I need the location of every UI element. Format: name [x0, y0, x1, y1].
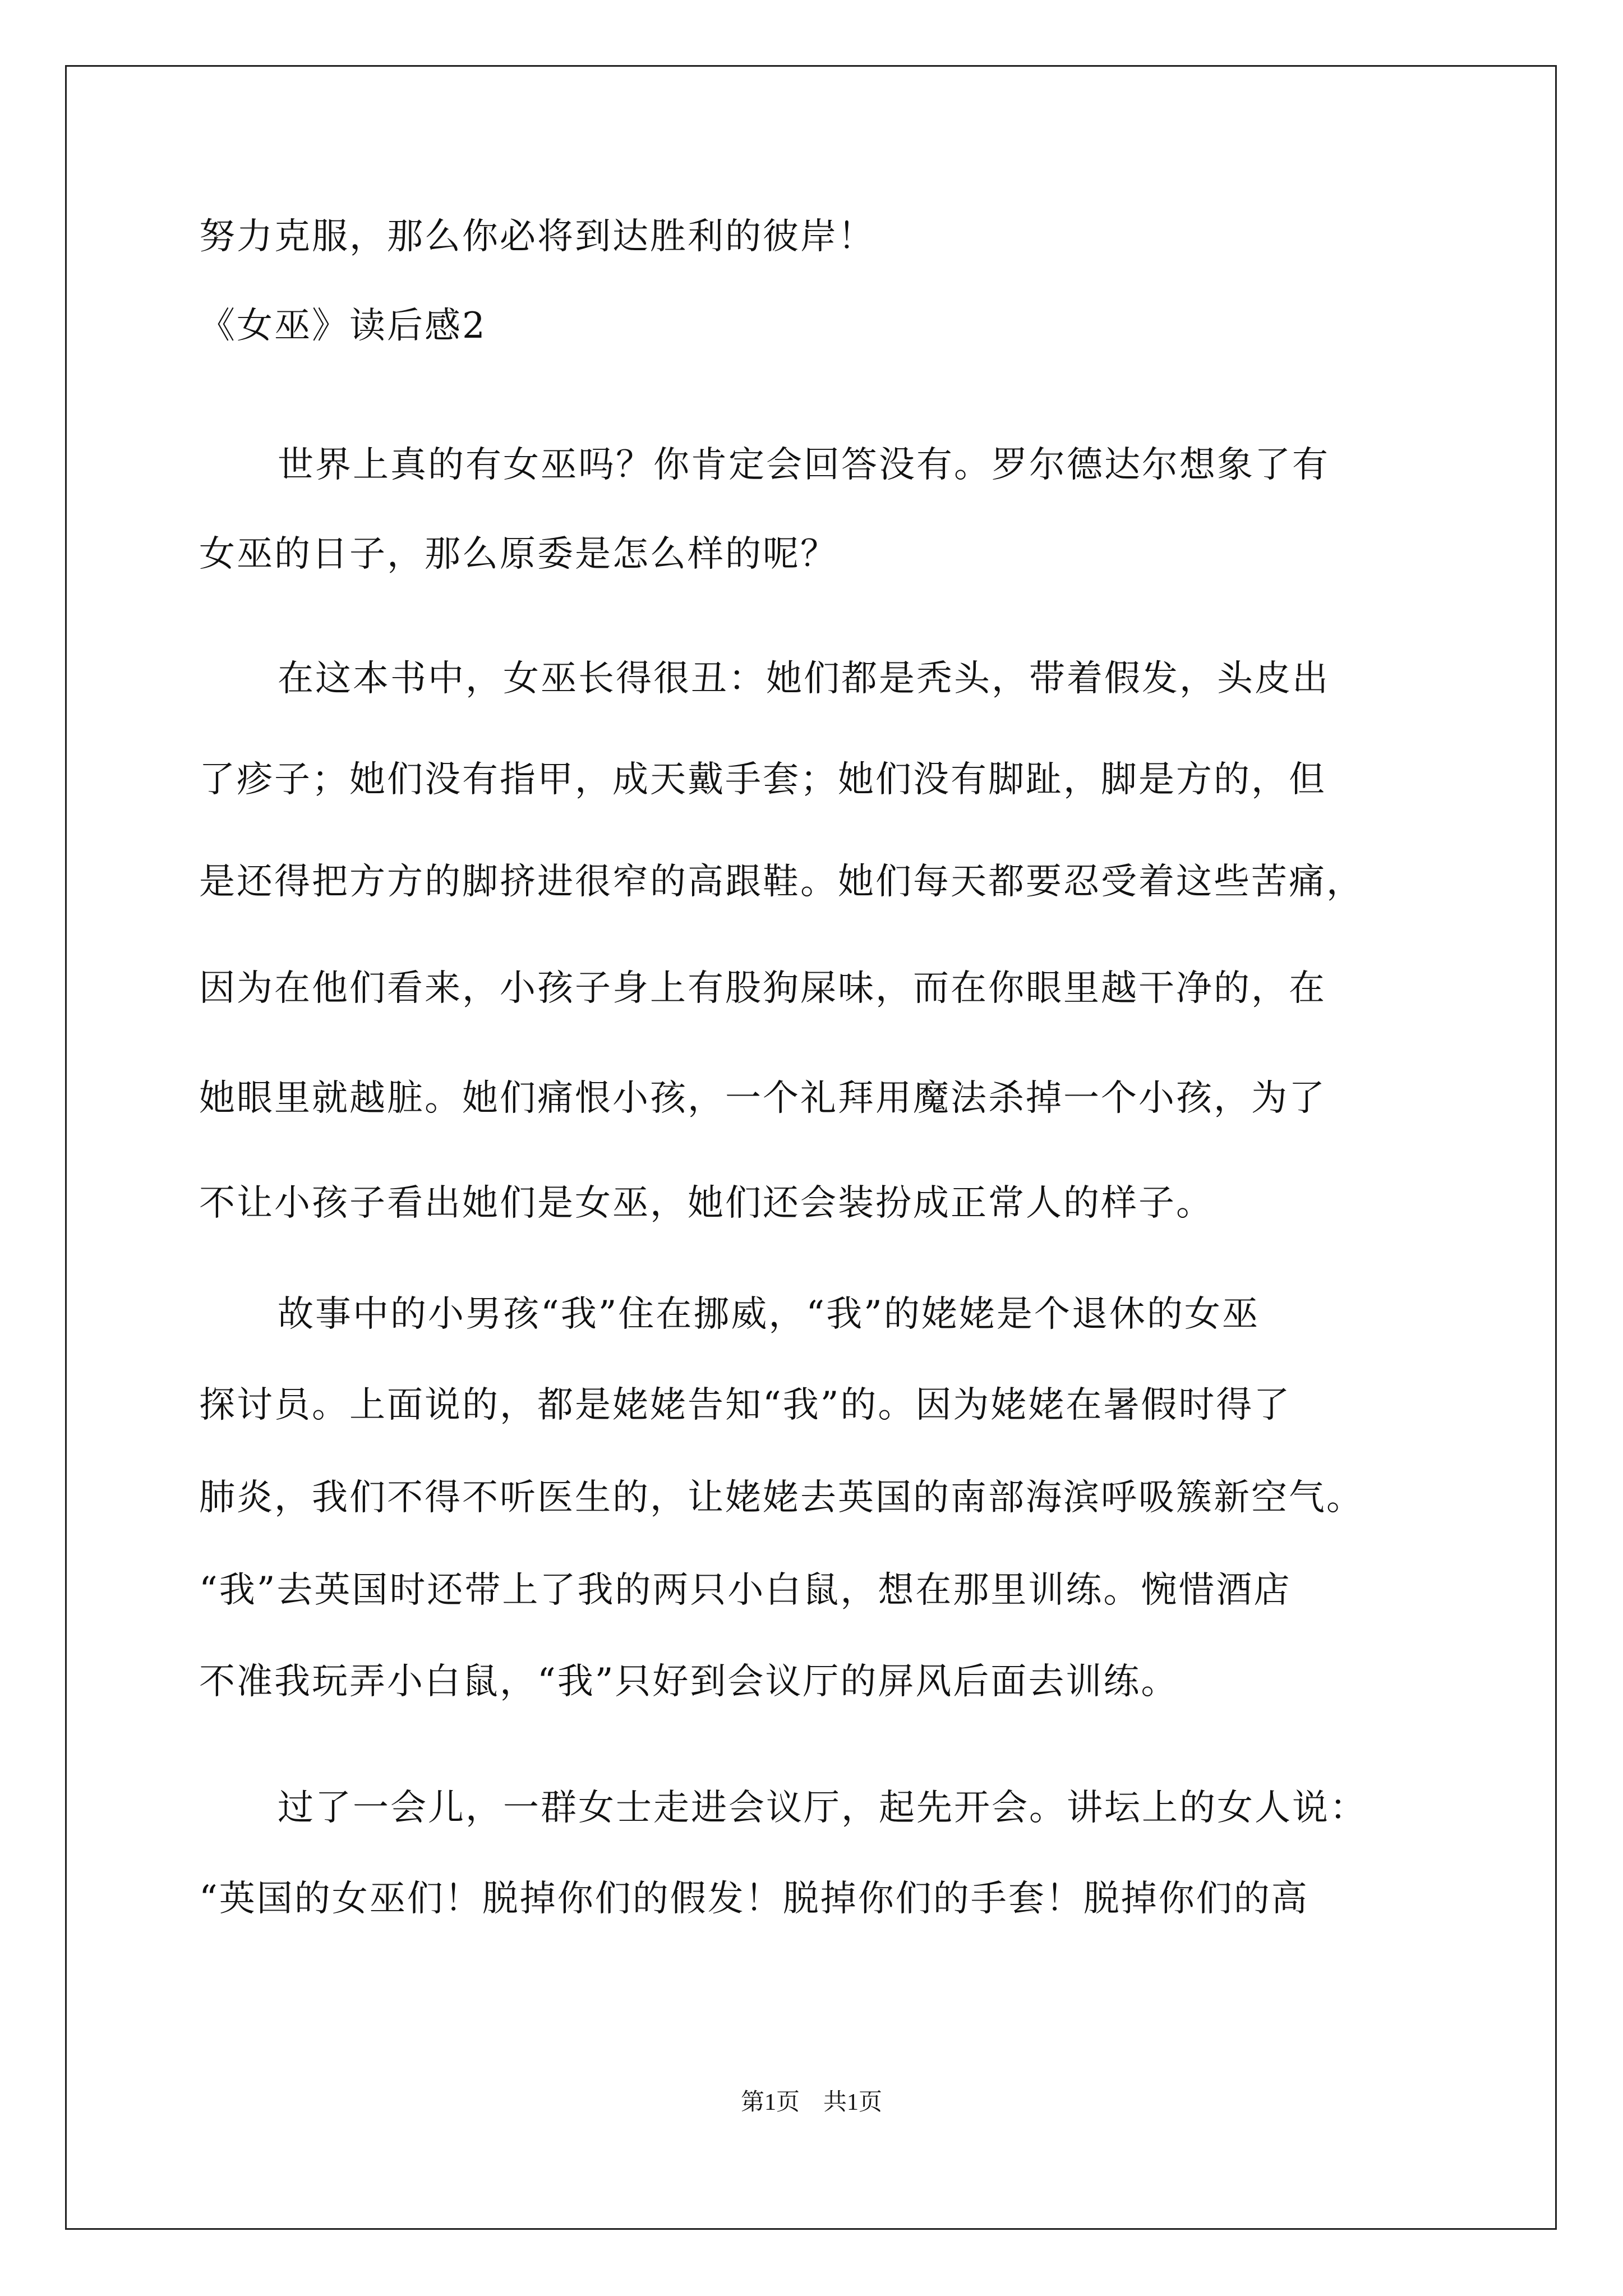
text-line-9: 她眼里就越脏。她们痛恨小孩，一个礼拜用魔法杀掉一个小孩，为了 [199, 1078, 1326, 1119]
text-line-16: 过了一会儿，一群女士走进会议厅，起先开会。讲坛上的女人说： [278, 1787, 1367, 1829]
text-line-5: 在这本书中，女巫长得很丑：她们都是秃头，带着假发，头皮出 [278, 658, 1330, 700]
text-line-7: 是还得把方方的脚挤进很窄的高跟鞋。她们每天都要忍受着这些苦痛， [199, 861, 1364, 903]
text-line-6: 了疹子；她们没有指甲，成天戴手套；她们没有脚趾，脚是方的，但 [199, 759, 1326, 800]
text-line-13: 肺炎，我们不得不听医生的，让姥姥去英国的南部海滨呼吸簇新空气。 [199, 1477, 1364, 1519]
text-line-17: “英国的女巫们！脱掉你们的假发！脱掉你们的手套！脱掉你们的高 [199, 1878, 1309, 1920]
text-line-14: “我”去英国时还带上了我的两只小白鼠，想在那里训练。惋惜酒店 [199, 1570, 1292, 1611]
text-line-3: 世界上真的有女巫吗？你肯定会回答没有。罗尔德达尔想象了有 [278, 444, 1330, 486]
text-line-11: 故事中的小男孩“我”住在挪威，“我”的姥姥是个退休的女巫 [278, 1294, 1260, 1335]
section-heading: 《女巫》读后感2 [199, 305, 487, 347]
text-line-8: 因为在他们看来，小孩子身上有股狗屎味，而在你眼里越干净的，在 [199, 968, 1326, 1009]
text-line-12: 探讨员。上面说的，都是姥姥告知“我”的。因为姥姥在暑假时得了 [199, 1384, 1292, 1426]
text-line-10: 不让小孩子看出她们是女巫，她们还会装扮成正常人的样子。 [199, 1182, 1214, 1224]
text-line-4: 女巫的日子，那么原委是怎么样的呢？ [199, 533, 838, 575]
text-line-1: 努力克服，那么你必将到达胜利的彼岸！ [199, 216, 875, 257]
text-line-15: 不准我玩弄小白鼠，“我”只好到会议厅的屏风后面去训练。 [199, 1661, 1179, 1703]
page-footer: 第1页 共1页 [740, 2090, 882, 2115]
